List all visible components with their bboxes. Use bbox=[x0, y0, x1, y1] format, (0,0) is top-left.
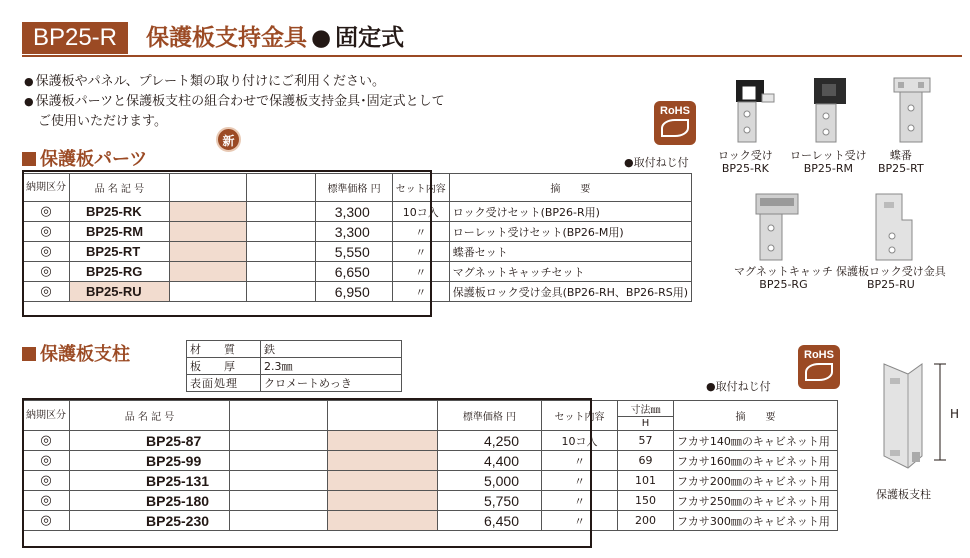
col-blank-2 bbox=[328, 401, 438, 431]
col-delivery: 納期区分 bbox=[23, 401, 70, 431]
blank-cell bbox=[230, 491, 328, 511]
blank-cell bbox=[246, 282, 316, 302]
dim-h: 69 bbox=[618, 451, 674, 471]
col-price: 標準価格 円 bbox=[438, 401, 542, 431]
title-sub: 固定式 bbox=[335, 25, 405, 51]
product-code: BP25-180 bbox=[70, 491, 230, 511]
header-rule bbox=[22, 55, 962, 57]
caption-rt bbox=[878, 149, 924, 175]
price: 6,450 bbox=[438, 511, 542, 531]
shaded-cell bbox=[169, 202, 246, 222]
price: 3,300 bbox=[316, 222, 392, 242]
set-content: 〃 bbox=[542, 491, 618, 511]
caption-label: ロック受け bbox=[718, 149, 773, 162]
shaded-cell bbox=[328, 451, 438, 471]
shaded-cell bbox=[169, 242, 246, 262]
lock-receiver-bracket-image bbox=[862, 190, 922, 262]
caption-rk bbox=[718, 149, 773, 175]
col-blank-1 bbox=[230, 401, 328, 431]
spec-value: 2.3㎜ bbox=[261, 358, 402, 375]
spec-key: 表面処理 bbox=[187, 375, 261, 392]
summary: フカサ160㎜のキャビネット用 bbox=[674, 451, 838, 471]
col-price: 標準価格 円 bbox=[316, 174, 392, 202]
shaded-cell bbox=[169, 222, 246, 242]
hinge-image bbox=[886, 74, 938, 144]
delivery-mark: ◎ bbox=[23, 451, 70, 471]
col-dim-h: H bbox=[618, 417, 674, 431]
table-row bbox=[23, 431, 838, 451]
spec-value: クロメートめっき bbox=[261, 375, 402, 392]
title-dot: ● bbox=[311, 25, 332, 51]
delivery-mark: ◎ bbox=[23, 282, 70, 302]
section-square-icon bbox=[22, 152, 36, 166]
bullet-1: ● 保護板やパネル、プレート類の取り付けにご利用ください。 bbox=[24, 72, 445, 92]
delivery-mark: ◎ bbox=[23, 202, 70, 222]
col-summary: 摘 要 bbox=[449, 174, 691, 202]
table-row bbox=[23, 491, 838, 511]
bullet-2: ● 保護板パーツと保護板支柱の組合わせで保護板支持金具･固定式として bbox=[24, 92, 445, 112]
price: 5,000 bbox=[438, 471, 542, 491]
shaded-cell bbox=[328, 491, 438, 511]
posts-table bbox=[22, 400, 838, 531]
leaf-icon bbox=[805, 363, 833, 381]
set-content: 10コ入 bbox=[542, 431, 618, 451]
caption-rm bbox=[790, 149, 867, 175]
set-content: 〃 bbox=[392, 262, 449, 282]
rohs-text: RoHS bbox=[804, 349, 834, 361]
table-row bbox=[23, 222, 692, 242]
blank-cell bbox=[230, 431, 328, 451]
delivery-mark: ◎ bbox=[23, 431, 70, 451]
parts-section-title bbox=[22, 145, 147, 171]
caption-ru bbox=[836, 265, 946, 291]
parts-title-text: 保護板パーツ bbox=[40, 149, 148, 170]
dim-h-label: H bbox=[950, 407, 960, 421]
blank-cell bbox=[169, 282, 246, 302]
spec-value: 鉄 bbox=[261, 341, 402, 358]
price: 3,300 bbox=[316, 202, 392, 222]
price: 6,650 bbox=[316, 262, 392, 282]
table-row bbox=[23, 471, 838, 491]
col-product: 品 名 記 号 bbox=[70, 401, 230, 431]
rohs-badge-posts bbox=[798, 345, 840, 389]
set-content: 〃 bbox=[542, 511, 618, 531]
table-row bbox=[23, 451, 838, 471]
product-code: BP25-RK bbox=[70, 202, 170, 222]
section-square-icon bbox=[22, 347, 36, 361]
delivery-mark: ◎ bbox=[23, 491, 70, 511]
parts-table bbox=[22, 173, 692, 302]
dim-h: 57 bbox=[618, 431, 674, 451]
set-content: 10コ入 bbox=[392, 202, 449, 222]
summary: フカサ300㎜のキャビネット用 bbox=[674, 511, 838, 531]
spec-row bbox=[187, 358, 402, 375]
summary: フカサ140㎜のキャビネット用 bbox=[674, 431, 838, 451]
posts-section-title bbox=[22, 340, 130, 366]
rohs-text: RoHS bbox=[660, 105, 690, 117]
price: 4,250 bbox=[438, 431, 542, 451]
col-blank-2 bbox=[246, 174, 316, 202]
dim-h: 101 bbox=[618, 471, 674, 491]
summary: フカサ250㎜のキャビネット用 bbox=[674, 491, 838, 511]
delivery-mark: ◎ bbox=[23, 471, 70, 491]
title-main: 保護板支持金具 bbox=[146, 25, 307, 51]
caption-code: BP25-RU bbox=[866, 278, 915, 291]
knurl-receiver-image bbox=[808, 74, 858, 144]
blank-cell bbox=[230, 471, 328, 491]
leaf-icon bbox=[661, 119, 689, 137]
blank-cell bbox=[246, 242, 316, 262]
shaded-cell bbox=[328, 511, 438, 531]
delivery-mark: ◎ bbox=[23, 222, 70, 242]
product-code: BP25-99 bbox=[70, 451, 230, 471]
spec-key: 板 厚 bbox=[187, 358, 261, 375]
set-content: 〃 bbox=[392, 282, 449, 302]
col-blank-1 bbox=[169, 174, 246, 202]
spec-row bbox=[187, 375, 402, 392]
table-row bbox=[23, 202, 692, 222]
delivery-mark: ◎ bbox=[23, 511, 70, 531]
col-set: セット内容 bbox=[542, 401, 618, 431]
page-title bbox=[146, 22, 404, 54]
summary: フカサ200㎜のキャビネット用 bbox=[674, 471, 838, 491]
posts-header-row bbox=[23, 401, 838, 417]
caption-rg bbox=[734, 265, 833, 291]
delivery-mark: ◎ bbox=[23, 242, 70, 262]
col-delivery: 納期区分 bbox=[23, 174, 70, 202]
caption-code: BP25-RK bbox=[721, 162, 769, 175]
parts-header-row bbox=[23, 174, 692, 202]
magnet-catch-image bbox=[746, 188, 806, 262]
price: 5,750 bbox=[438, 491, 542, 511]
dim-h: 200 bbox=[618, 511, 674, 531]
product-code-badge: BP25-R bbox=[22, 22, 128, 54]
product-code: BP25-RG bbox=[70, 262, 170, 282]
shaded-cell bbox=[328, 471, 438, 491]
table-row bbox=[23, 511, 838, 531]
posts-spec-table bbox=[186, 340, 402, 392]
product-code: BP25-87 bbox=[70, 431, 230, 451]
caption-label: 保護板ロック受け金具 bbox=[836, 265, 946, 278]
summary: 蝶番セット bbox=[449, 242, 691, 262]
caption-label: 蝶番 bbox=[889, 149, 912, 162]
product-code: BP25-131 bbox=[70, 471, 230, 491]
set-content: 〃 bbox=[542, 471, 618, 491]
spec-row bbox=[187, 341, 402, 358]
support-post-image bbox=[862, 356, 962, 476]
price: 5,550 bbox=[316, 242, 392, 262]
blank-cell bbox=[246, 222, 316, 242]
shaded-cell bbox=[169, 262, 246, 282]
caption-code: BP25-RM bbox=[803, 162, 853, 175]
caption-code: BP25-RT bbox=[878, 162, 924, 175]
product-code: BP25-RT bbox=[70, 242, 170, 262]
set-content: 〃 bbox=[542, 451, 618, 471]
col-product: 品 名 記 号 bbox=[70, 174, 170, 202]
col-set: セット内容 bbox=[392, 174, 449, 202]
price: 4,400 bbox=[438, 451, 542, 471]
blank-cell bbox=[246, 262, 316, 282]
lock-receiver-image bbox=[728, 74, 780, 144]
summary: ロック受けセット(BP26-R用) bbox=[449, 202, 691, 222]
blank-cell bbox=[230, 511, 328, 531]
posts-title-text: 保護板支柱 bbox=[40, 344, 130, 365]
summary: マグネットキャッチセット bbox=[449, 262, 691, 282]
col-summary: 摘 要 bbox=[674, 401, 838, 431]
delivery-mark: ◎ bbox=[23, 262, 70, 282]
summary: ローレット受けセット(BP26-M用) bbox=[449, 222, 691, 242]
dim-h: 150 bbox=[618, 491, 674, 511]
col-dim: 寸法㎜ bbox=[618, 401, 674, 417]
parts-note: ●取付ねじ付 bbox=[624, 156, 689, 169]
new-badge: 新 bbox=[216, 127, 241, 152]
price: 6,950 bbox=[316, 282, 392, 302]
blank-cell bbox=[246, 202, 316, 222]
product-code: BP25-RM bbox=[70, 222, 170, 242]
table-row bbox=[23, 262, 692, 282]
caption-code: BP25-RG bbox=[759, 278, 808, 291]
spec-key: 材 質 bbox=[187, 341, 261, 358]
product-code: BP25-RU bbox=[70, 282, 170, 302]
post-caption: 保護板支柱 bbox=[876, 488, 931, 501]
caption-label: ローレット受け bbox=[790, 149, 867, 162]
set-content: 〃 bbox=[392, 242, 449, 262]
rohs-badge-parts bbox=[654, 101, 696, 145]
product-code: BP25-230 bbox=[70, 511, 230, 531]
set-content: 〃 bbox=[392, 222, 449, 242]
table-row bbox=[23, 282, 692, 302]
feature-bullets bbox=[24, 72, 445, 132]
bullet-2-cont: ご使用いただけます。 bbox=[38, 114, 167, 129]
shaded-cell bbox=[328, 431, 438, 451]
caption-label: マグネットキャッチ bbox=[734, 265, 833, 278]
summary: 保護板ロック受け金具(BP26-RH、BP26-RS用) bbox=[449, 282, 691, 302]
posts-note: ●取付ねじ付 bbox=[706, 380, 771, 393]
blank-cell bbox=[230, 451, 328, 471]
table-row bbox=[23, 242, 692, 262]
